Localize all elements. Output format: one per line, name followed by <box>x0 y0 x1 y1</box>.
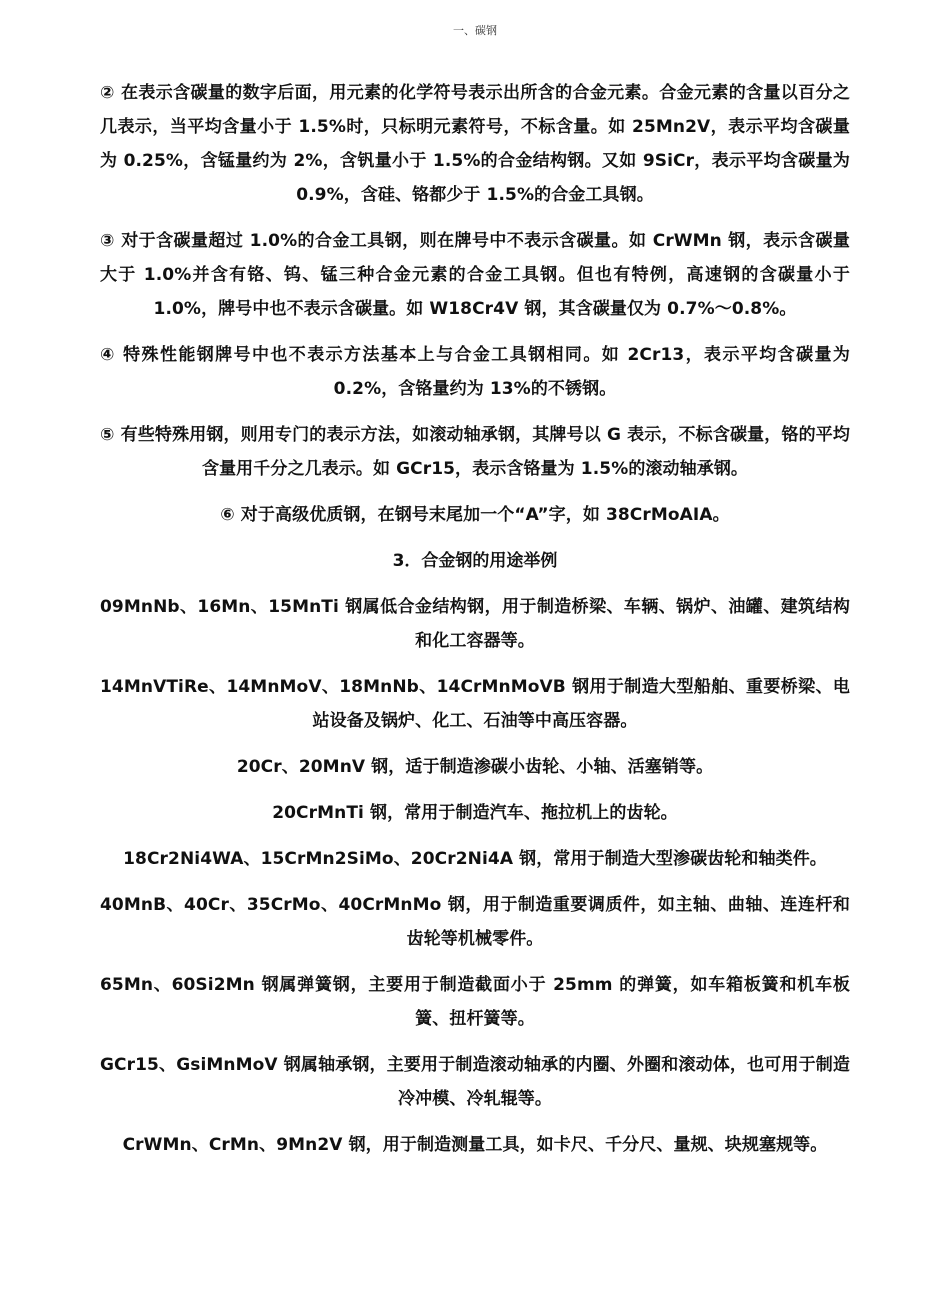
document-body <box>100 76 850 1174</box>
use-item-large-gear: 18Cr2Ni4WA、15CrMn2SiMo、20Cr2Ni4A 钢，常用于制造大型渗碳齿轮和轴类件。 <box>123 849 827 869</box>
use-item-quenched-tempered: 40MnB、40Cr、35CrMo、40CrMnMo 钢，用于制造重要调质件，如主轴、曲轴、连连杆和齿轮等机械零件。 <box>100 895 850 949</box>
running-header: 一、碳钢 <box>453 24 497 37</box>
use-item-low-alloy: 09MnNb、16Mn、15MnTi 钢属低合金结构钢，用于制造桥梁、车辆、锅炉、油罐、建筑结构和化工容器等。 <box>100 597 850 651</box>
paragraph-high-grade-steel: ⑥ 对于高级优质钢，在钢号末尾加一个“A”字，如 38CrMoAIA。 <box>220 505 730 525</box>
paragraph-special-steel: ④ 特殊性能钢牌号中也不表示方法基本上与合金工具钢相同。如 2Cr13，表示平均含碳量为 0.2%，含铬量约为 13%的不锈钢。 <box>100 345 850 399</box>
section-heading: 3．合金钢的用途举例 <box>392 551 558 571</box>
use-item-automotive-gear: 20CrMnTi 钢，常用于制造汽车、拖拉机上的齿轮。 <box>272 803 678 823</box>
paragraph-high-carbon-tool-steel: ③ 对于含碳量超过 1.0%的合金工具钢，则在牌号中不表示含碳量。如 CrWMn 钢，表示含碳量大于 1.0%并含有铬、钨、锰三种合金元素的合金工具钢。但也有特例，高速钢的含碳量小于 1.0%，牌号中也不表示含碳量。如 W18Cr4V 钢，其含碳量仅为 0.7%～0.8%。 <box>100 231 850 319</box>
use-item-measuring-tools: CrWMn、CrMn、9Mn2V 钢，用于制造测量工具，如卡尺、千分尺、量规、块规塞规等。 <box>122 1135 828 1155</box>
use-item-bearing-steel: GCr15、GsiMnMoV 钢属轴承钢，主要用于制造滚动轴承的内圈、外圈和滚动体，也可用于制造冷冲模、冷轧辊等。 <box>100 1055 850 1109</box>
paragraph-alloy-elements: ② 在表示含碳量的数字后面，用元素的化学符号表示出所含的合金元素。合金元素的含量以百分之几表示，当平均含量小于 1.5%时，只标明元素符号，不标含量。如 25Mn2V，表示平均含碳量为 0.25%，含锰量约为 2%，含钒量小于 1.5%的合金结构钢。又如 9SiCr，表示平均含碳量为 0.9%，含硅、铬都少于 1.5%的合金工具钢。 <box>100 83 850 205</box>
paragraph-bearing-steel: ⑤ 有些特殊用钢，则用专门的表示方法，如滚动轴承钢，其牌号以 G 表示，不标含碳量，铬的平均含量用千分之几表示。如 GCr15，表示含铬量为 1.5%的滚动轴承钢。 <box>100 425 850 479</box>
use-item-carburized-gear: 20Cr、20MnV 钢，适于制造渗碳小齿轮、小轴、活塞销等。 <box>236 757 714 777</box>
use-item-pressure-vessel: 14MnVTiRe、14MnMoV、18MnNb、14CrMnMoVB 钢用于制造大型船舶、重要桥梁、电站设备及锅炉、化工、石油等中高压容器。 <box>100 677 850 731</box>
use-item-spring-steel: 65Mn、60Si2Mn 钢属弹簧钢，主要用于制造截面小于 25mm 的弹簧，如车箱板簧和机车板簧、扭杆簧等。 <box>100 975 850 1029</box>
